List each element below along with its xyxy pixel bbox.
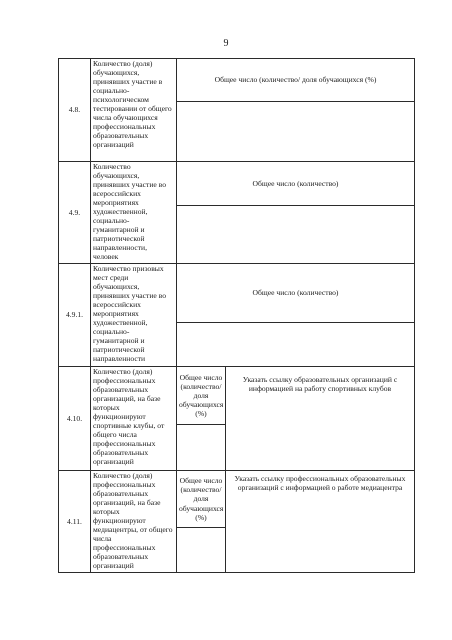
row-number: 4.9.1.: [59, 264, 91, 367]
value-cell[interactable]: [177, 102, 415, 162]
value-header: Общее число (количество): [177, 264, 415, 323]
link-header: Указать ссылку профессиональных образовательных организаций с информацией о работе медиацентра: [226, 471, 415, 573]
page-number: 9: [223, 38, 229, 49]
row-description: Количество (доля) профессиональных образовательных организаций, на базе которых функционируют медиацентры, от общего числа профессиональных образовательных организаций: [91, 471, 177, 573]
value-header: Общее число (количество/ доля обучающихся (%): [177, 367, 226, 425]
value-cell[interactable]: [177, 425, 226, 471]
row-number: 4.9.: [59, 162, 91, 264]
value-cell[interactable]: [177, 323, 415, 367]
table-row: [59, 162, 415, 206]
table-row: [59, 264, 415, 323]
value-header: Общее число (количество/ доля обучающихся (%): [177, 471, 226, 528]
indicators-table: [58, 58, 415, 573]
value-header: Общее число (количество): [177, 162, 415, 206]
table-row: [59, 367, 415, 425]
value-cell[interactable]: [177, 206, 415, 264]
table-row: [59, 59, 415, 102]
row-description: Количество (доля) профессиональных образовательных организаций, на базе которых функционируют спортивные клубы, от общего числа профессиональных образовательных организаций: [91, 367, 177, 471]
row-number: 4.8.: [59, 59, 91, 162]
value-header: Общее число (количество/ доля обучающихся (%): [177, 59, 415, 102]
row-description: Количество обучающихся, принявших участие во всероссийских мероприятиях художественной, социально-гуманитарной и патриотической направленности, человек: [91, 162, 177, 264]
table-row: [59, 471, 415, 528]
row-description: Количество призовых мест среди обучающихся, принявших участие во всероссийских мероприятиях художественной, социально-гуманитарной и патриотической направленности: [91, 264, 177, 367]
value-cell[interactable]: [177, 528, 226, 573]
row-description: Количество (доля) обучающихся, принявших участие в социально-психологическом тестировании от общего числа обучающихся профессиональных образовательных организаций: [91, 59, 177, 162]
row-number: 4.10.: [59, 367, 91, 471]
row-number: 4.11.: [59, 471, 91, 573]
link-header: Указать ссылку образовательных организаций с информацией на работу спортивных клубов: [226, 367, 415, 471]
